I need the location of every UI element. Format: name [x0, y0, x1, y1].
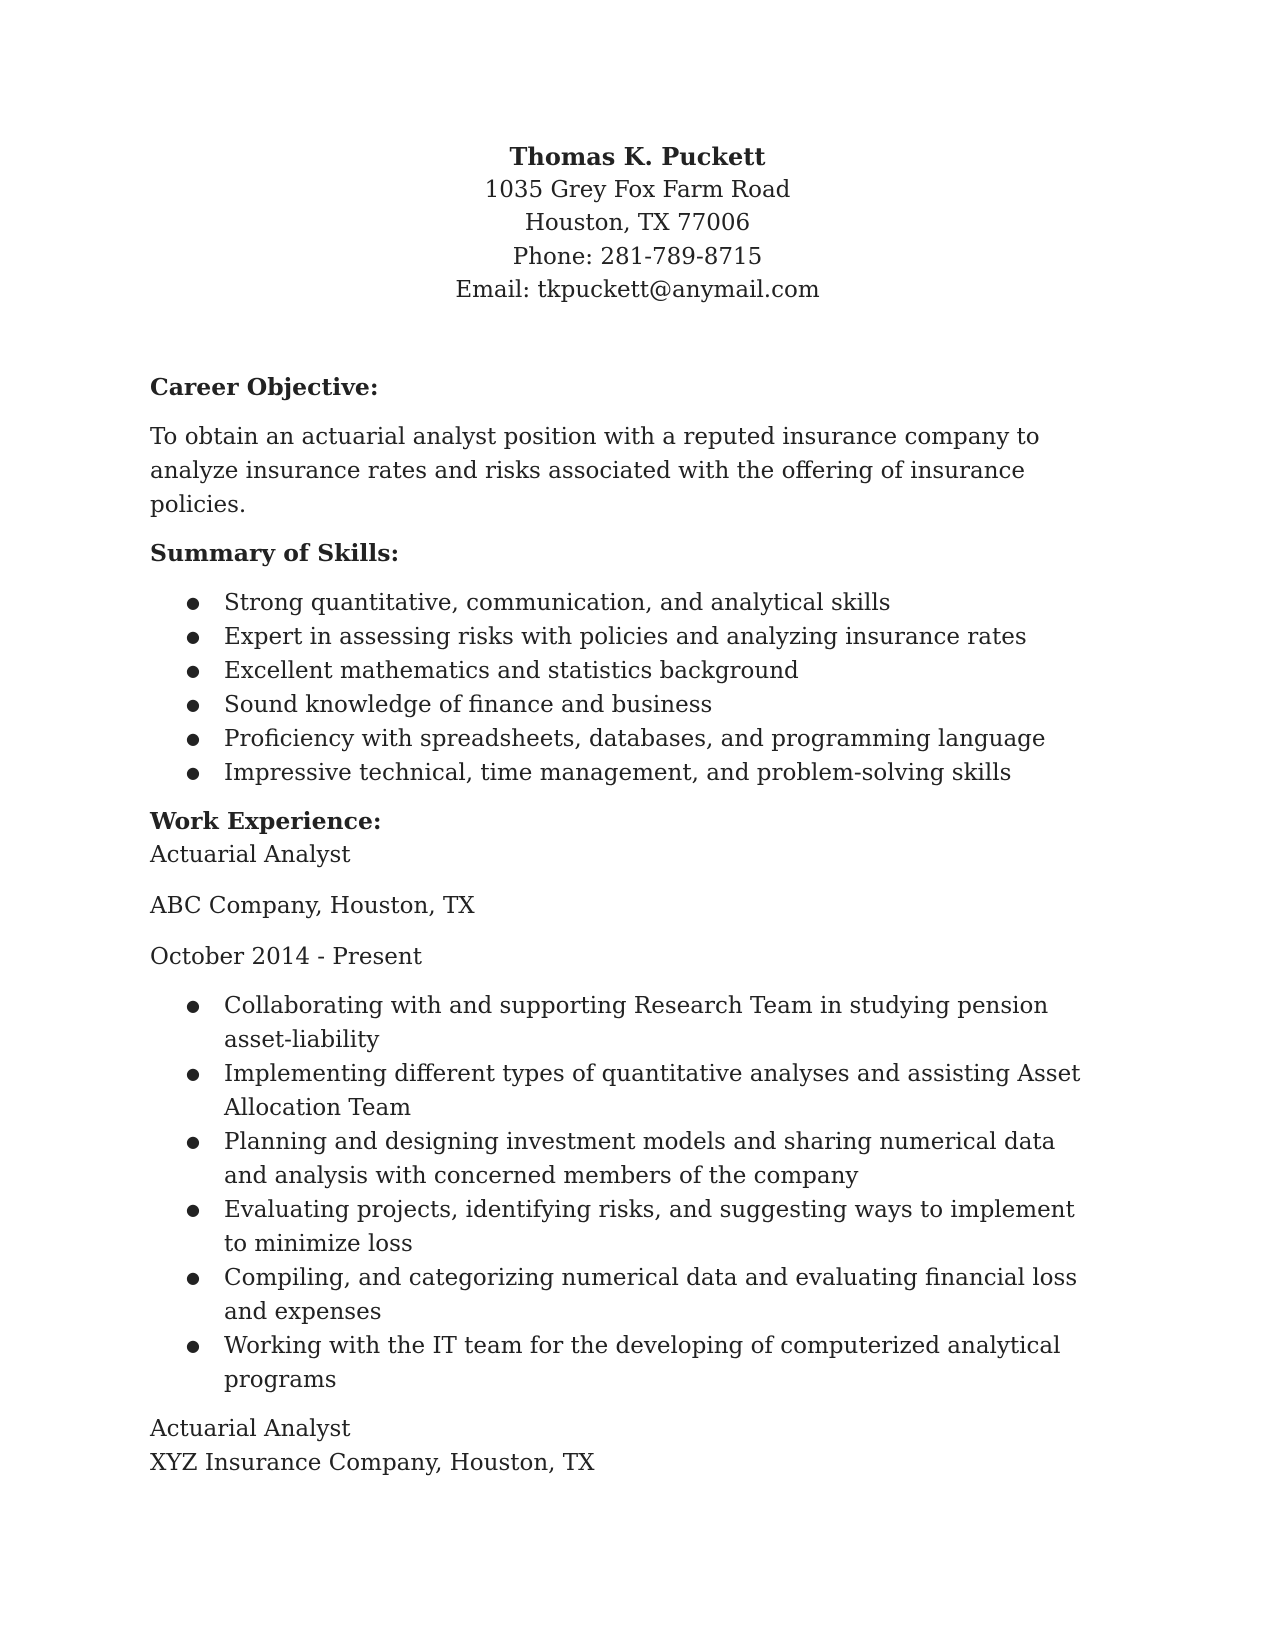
- duty-text: Implementing different types of quantitative analyses and assisting Asset Allocation Team: [224, 1061, 1081, 1121]
- bullet-icon: ●: [186, 1132, 200, 1151]
- bullet-icon: ●: [186, 996, 200, 1015]
- bullet-icon: ●: [186, 1064, 200, 1083]
- bullet-icon: ●: [186, 1200, 200, 1219]
- list-item: [150, 620, 1100, 654]
- bullet-icon: ●: [186, 695, 200, 714]
- phone-line: Phone: 281-789-8715: [512, 243, 763, 270]
- skill-text: Proficiency with spreadsheets, databases, and programming language: [224, 726, 1046, 752]
- job-company: XYZ Insurance Company, Houston, TX: [150, 1450, 595, 1476]
- job-position: Actuarial Analyst: [150, 1416, 351, 1442]
- list-item: [150, 756, 1100, 790]
- duty-text: Planning and designing investment models and sharing numerical data and analysis with concerned members of the company: [224, 1129, 1056, 1189]
- list-item: [150, 586, 1100, 620]
- duty-text: Collaborating with and supporting Research Team in studying pension asset-liability: [224, 993, 1049, 1053]
- list-item: [150, 989, 1100, 1057]
- duty-text: Evaluating projects, identifying risks, and suggesting ways to implement to minimize loss: [224, 1197, 1075, 1257]
- work-experience-heading: Work Experience:: [150, 807, 382, 835]
- bullet-icon: ●: [186, 763, 200, 782]
- skill-text: Expert in assessing risks with policies and analyzing insurance rates: [224, 624, 1027, 650]
- job-dates: October 2014 - Present: [150, 944, 422, 970]
- bullet-icon: ●: [186, 627, 200, 646]
- contact-header: [0, 140, 1275, 308]
- bullet-icon: ●: [186, 729, 200, 748]
- skills-list: [150, 586, 1100, 790]
- list-item: [150, 1193, 1100, 1261]
- address-line-1: 1035 Grey Fox Farm Road: [484, 176, 791, 203]
- job-company: ABC Company, Houston, TX: [150, 893, 475, 919]
- bullet-icon: ●: [186, 1336, 200, 1355]
- job-position: Actuarial Analyst: [150, 842, 351, 868]
- skill-text: Strong quantitative, communication, and analytical skills: [224, 590, 891, 616]
- bullet-icon: ●: [186, 661, 200, 680]
- list-item: [150, 688, 1100, 722]
- list-item: [150, 1125, 1100, 1193]
- skill-text: Impressive technical, time management, and problem-solving skills: [224, 760, 1012, 786]
- job-duties-list: [150, 989, 1100, 1397]
- duty-text: Working with the IT team for the developing of computerized analytical programs: [224, 1333, 1061, 1393]
- list-item: [150, 654, 1100, 688]
- address-line-2: Houston, TX 77006: [524, 210, 751, 236]
- bullet-icon: ●: [186, 1268, 200, 1287]
- list-item: [150, 1261, 1100, 1329]
- list-item: [150, 1057, 1100, 1125]
- skills-heading: Summary of Skills:: [150, 539, 400, 567]
- email-line: Email: tkpuckett@anymail.com: [455, 277, 820, 303]
- applicant-name: Thomas K. Puckett: [509, 142, 766, 171]
- list-item: [150, 722, 1100, 756]
- career-objective-text: To obtain an actuarial analyst position with a reputed insurance company to analyze insurance rates and risks associated with the offering of insurance policies.: [150, 424, 1040, 518]
- career-objective-heading: Career Objective:: [150, 373, 379, 401]
- list-item: [150, 1329, 1100, 1397]
- bullet-icon: ●: [186, 593, 200, 612]
- resume-body: [150, 370, 1100, 1480]
- skill-text: Sound knowledge of finance and business: [224, 692, 713, 718]
- duty-text: Compiling, and categorizing numerical data and evaluating financial loss and expenses: [224, 1265, 1078, 1325]
- skill-text: Excellent mathematics and statistics background: [224, 658, 799, 684]
